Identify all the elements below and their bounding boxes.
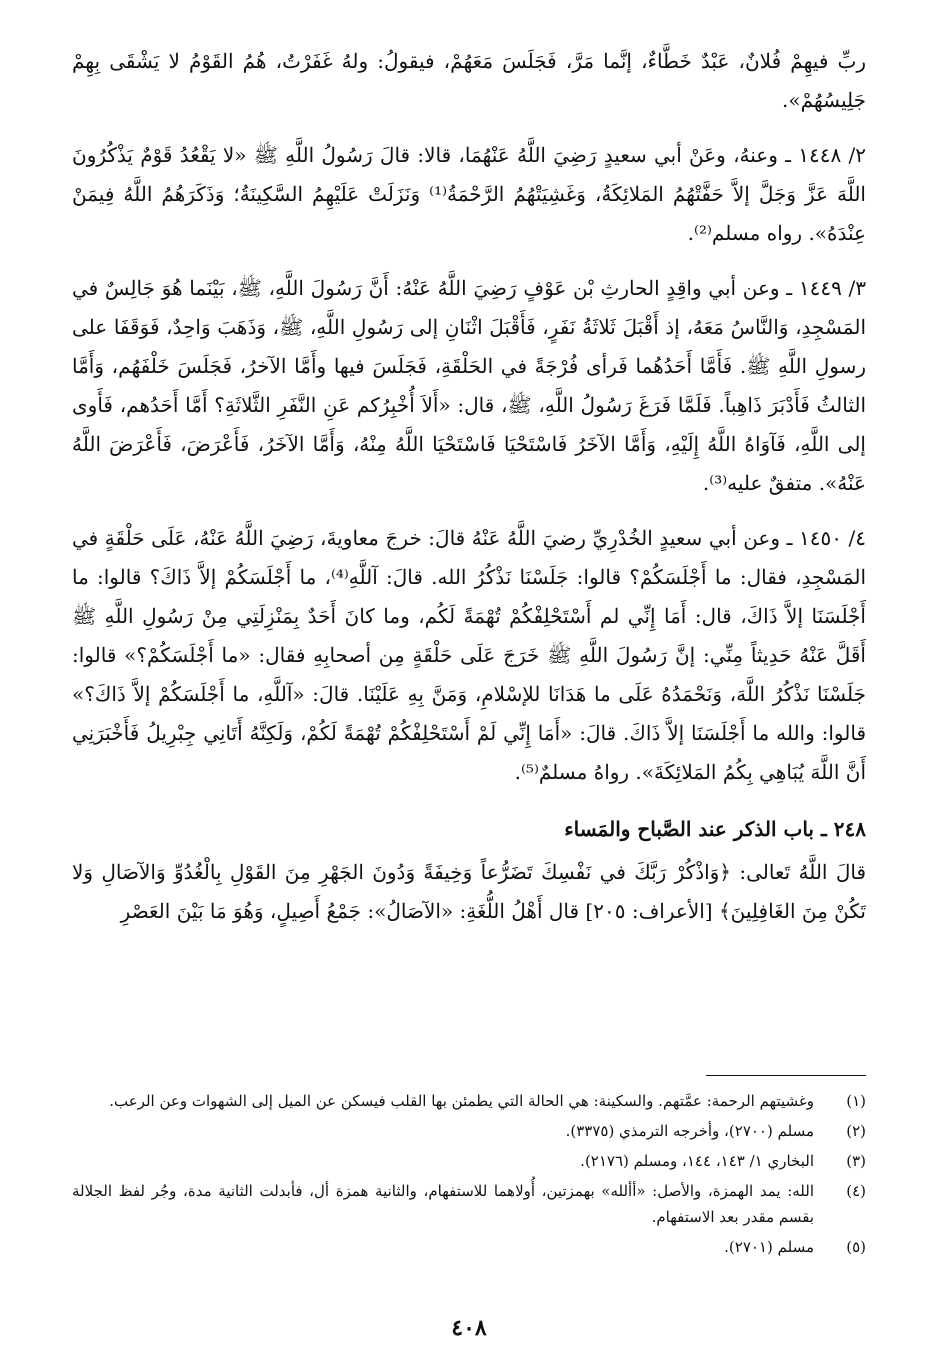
chapter-intro: قالَ اللَّهُ تَعالى: ﴿وَاذْكُرْ رَبَّكَ في نَفْسِكَ تَضَرُّعاً وَخِيفَةً وَدُونَ الجَهْرِ مِنَ القَوْلِ بِالْغُدُوِّ وَالآصَالِ وَلا تَكُنْ مِنَ الغَافِلِينَ﴾ [الأعراف: ٢٠٥] قال أَهْلُ اللُّغَةِ: «الآصَالُ»: جَمْعُ أَصِيلٍ، وَهُوَ مَا بَيْنَ العَصْرِ [72, 860, 866, 923]
footnote-divider [706, 1075, 866, 1076]
footnote-text: مسلم (٢٧٠٠)، وأخرجه الترمذي (٣٣٧٥). [565, 1122, 814, 1140]
footnote-number: (١) [846, 1092, 866, 1110]
chapter-title: ٢٤٨ ـ باب الذكر عند الصَّباح والمَساء [564, 817, 866, 841]
hadith-1449: ٣/ ١٤٤٩ ـ وعن أبي واقِدٍ الحارثِ بْن عَوْفٍ رَضِيَ اللَّهُ عَنْهُ: أَنَّ رَسُولَ اللَّهِ، ﷺ، بَيْنَما هُوَ جَالِسٌ في المَسْجِدِ، وَالنَّاسُ مَعَهُ، إذ أَقْبَلَ ثَلاثَةُ نَفَرٍ، فَأَقْبَلَ اثْنَانِ إلى رَسُولِ اللَّهِ، ﷺ، وَذَهَبَ وَاحِدٌ، فَوَقَفَا على رسولِ اللَّهِ ﷺ. فَأَمَّا أَحَدُهُما فَرأى فُرْجَةً في الحَلْقَةِ، فَجَلَسَ فيها وأَمَّا الآخرُ، فَجَلَسَ خَلْفَهُم، وَأَمَّا الثالثُ فَأَدْبَرَ ذَاهِباً. فَلَمَّا فَرَغَ رَسُولُ اللَّهِ، ﷺ، قال: «أَلاَ أُخْبِرُكم عَنِ النَّفَرِ الثَّلاثَةِ؟ أَمَّا أَحَدُهم، فَأَوى إلى اللَّهِ، فَآوَاهُ اللَّهُ إِلَيْهِ، وَأَمَّا الآخَرُ فَاسْتَحْيَا فَاسْتَحْيَا اللَّهُ مِنْهُ، وَأَمَّا الآخَرُ، فَأَعْرَضَ، فَأَعْرَضَ اللَّهُ عَنْهُ». متفقٌ عليه⁽³⁾. [72, 276, 866, 495]
footnote-text: الله: يمد الهمزة، والأصل: «أألله» بهمزتين، أُولاهما للاستفهام، والثانية همزة أل، فأبدلت الثانية مدة، وجُر لفظ الجلالة بقسم مقدر بعد الاستفهام. [72, 1182, 814, 1226]
footnote-item [72, 1178, 866, 1230]
page-number: ٤٠٨ [451, 1315, 487, 1341]
hadith-1450: ٤/ ١٤٥٠ ـ وعن أبي سعيدٍ الخُدْرِيِّ رضيَ اللَّهُ عَنْهُ قالَ: خرجَ معاويةَ، رَضِيَ اللَّهُ عَنْهُ، عَلَى حَلْقَةٍ في المَسْجِدِ، فقال: ما أَجْلَسَكُمْ؟ قالوا: جَلَسْنَا نَذْكُرُ الله. قالَ: آللَّهِ⁽⁴⁾، ما أَجْلَسَكُمْ إلاَّ ذَاكَ؟ قالوا: ما أَجْلَسَنَا إلاَّ ذَاكَ، قال: أَمَا إِنِّي لم أَسْتَحْلِفْكُمْ تُهْمَةً لَكُم، وما كانَ أَحَدٌ بِمَنْزِلَتِي مِنْ رَسُولِ اللَّهِ ﷺ أَقَلَّ عَنْهُ حَدِيثاً مِنِّي: إنَّ رَسُولَ اللَّهِ ﷺ خَرَجَ عَلَى حَلْقَةٍ مِن أصحابِهِ فقال: «ما أَجْلَسَكُمْ؟» قالوا: جَلَسْنَا نَذْكُرُ اللَّهَ، وَنَحْمَدُهُ عَلَى ما هَدَانَا للإسْلامِ، وَمَنَّ بِهِ عَلَيْنَا. قالَ: «آللَّهِ، ما أَجْلَسَكُمْ إلاَّ ذَاكَ؟» قالوا: والله ما أَجْلَسَنَا إلاَّ ذَاكَ. قالَ: «أَمَا إِنِّي لَمْ أَسْتَحْلِفْكُمْ تُهْمَةً لَكُمْ، وَلَكِنَّهُ أَتَانِي جِبْرِيلُ فَأَخْبَرَنِي أَنَّ اللَّهَ يُبَاهِي بِكُمُ المَلائِكَةَ». رواهُ مسلمٌ⁽⁵⁾. [72, 526, 866, 784]
footnote-item [72, 1234, 866, 1260]
footnote-number: (٢) [846, 1122, 866, 1140]
footnote-number: (٥) [846, 1238, 866, 1256]
footnote-number: (٣) [846, 1152, 866, 1170]
footnote-text: مسلم (٢٧٠١). [724, 1238, 814, 1256]
footnote-item [72, 1118, 866, 1144]
paragraph-continuation: ربِّ فيهِمْ فُلانٌ، عَبْدٌ خَطَّاءٌ، إنَّما مَرَّ، فَجَلَسَ مَعَهُمْ، فيقولُ: ولهُ غَفَرْتُ، هُمُ القَوْمُ لا يَشْقَى بِهِمْ جَلِيسُهُمْ». [72, 49, 866, 112]
footnote-text: وغشيتهم الرحمة: عمَّتهم. والسكينة: هي الحالة التي يطمئن بها القلب فيسكن عن الميل إلى الشهوات وعن الرعب. [109, 1092, 814, 1110]
footnote-text: البخاري ١/ ١٤٣، ١٤٤، ومسلم (٢١٧٦). [580, 1152, 814, 1170]
footnotes [72, 1088, 866, 1264]
footnote-number: (٤) [846, 1182, 866, 1200]
footnote-item [72, 1148, 866, 1174]
footnote-item [72, 1088, 866, 1114]
hadith-1448: ٢/ ١٤٤٨ ـ وعنهُ، وعَنْ أبي سعيدٍ رَضِيَ اللَّهُ عَنْهُمَا، قالا: قالَ رَسُولُ اللَّهِ ﷺ «لا يَقْعُدُ قَوْمٌ يَذْكُرُونَ اللَّهَ عَزَّ وَجَلَّ إلاَّ حَفَّتْهُمُ المَلائِكَةُ، وَغَشِيَتْهُمُ الرَّحْمَةُ⁽¹⁾ وَنَزَلَتْ عَلَيْهِمُ السَّكِينَةُ؛ وَذَكَرَهُمُ اللَّهُ فِيمَنْ عِنْدَهُ». رواه مسلم⁽²⁾. [72, 143, 866, 245]
main-text [72, 42, 866, 931]
